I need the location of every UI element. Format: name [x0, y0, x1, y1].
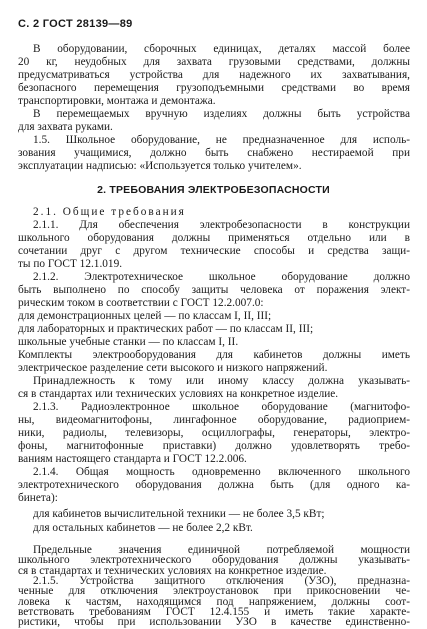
text-line: ники, радиолы, телевизоры, осциллографы, генераторы, электро- — [18, 427, 410, 439]
text-line: безопасного перемещения грузоподъемными средствами во время — [18, 82, 410, 94]
text-line: ны, видеомагнитофоны, лингафонное оборудование, радиоприем- — [18, 414, 410, 426]
text-line: Предельные значения единичной потребляемой мощности — [33, 544, 410, 556]
text-line: ветствовать требованиям ГОСТ 12.4.155 и иметь такие характе- — [18, 605, 410, 618]
text-line: школьного оборудования должны применяться отдельно или в — [18, 232, 410, 244]
section-title: 2. ТРЕБОВАНИЯ ЭЛЕКТРОБЕЗОПАСНОСТИ — [97, 184, 330, 196]
text-line: ловека к частям, находящимся под напряжением, должны соот- — [18, 595, 410, 608]
text-line: 2.1.2. Электротехническое школьное оборудование должно — [33, 271, 410, 283]
text-line: В перемещаемых вручную изделиях должны быть устройства — [33, 108, 410, 120]
text-line: рическим током в соответствии с ГОСТ 12.2.007.0: — [18, 297, 264, 309]
text-line: фоны, магнитофонные приставки) должно удовлетворять требо- — [18, 440, 410, 452]
text-line: ваниям настоящего стандарта и ГОСТ 12.2.006. — [18, 453, 247, 465]
text-line: 2.1.1. Для обеспечения электробезопасности в конструкции — [33, 219, 410, 231]
text-line: школьные учебные станки — по классам I, II. — [18, 336, 239, 348]
text-line: электрическое разделение сети высокого и низкого напряжений. — [18, 362, 328, 374]
text-line: 2.1.5. Устройства защитного отключения (УЗО), предназна- — [33, 574, 410, 587]
text-line: ченные для отключения электроустановок при прикосновении че- — [18, 585, 410, 598]
text-line: ся в стандартах и технических условиях на конкретное изделие. — [18, 564, 327, 577]
text-line: 1.5. Школьное оборудование, не предназначенное для исполь- — [33, 134, 410, 146]
text-line: бинета): — [18, 492, 58, 504]
text-line: эксплуатации надписью: «Используется только учителем». — [18, 160, 302, 172]
text-line: Комплекты электрооборудования для кабинетов должны иметь — [18, 349, 410, 361]
text-line: сочетании друг с другом технические способы и средства защи- — [18, 245, 410, 257]
text-line: транспортировки, монтажа и демонтажа. — [18, 95, 216, 107]
text-line: для захвата руками. — [18, 121, 113, 133]
text-line: 20 кг, неудобных для захвата грузовыми средствами, должны — [18, 56, 410, 68]
text-line: для лабораторных и практических работ — по классам II, III; — [18, 323, 314, 335]
text-line: электротехнического оборудования должна быть (для одного ка- — [18, 479, 410, 491]
text-line: В оборудовании, сборочных единицах, деталях массой более — [33, 43, 410, 55]
text-line: для остальных кабинетов — не более 2,2 кВт. — [33, 522, 253, 534]
text-line: ристики, чтобы при использовании УЗО в качестве единственно- — [18, 616, 410, 629]
text-line: школьного электротехнического оборудования должны указывать- — [18, 554, 410, 567]
text-line: 2.1.4. Общая мощность одновременно включенного школьного — [33, 466, 410, 478]
text-line: 2.1.3. Радиоэлектронное школьное оборудование (магнитофо- — [33, 401, 410, 413]
text-line: быть выполнено по способу защиты человека от поражения элект- — [18, 284, 410, 296]
page-header: С. 2 ГОСТ 28139—89 — [18, 18, 133, 30]
text-line: Принадлежность к тому или иному классу должна указывать- — [33, 375, 410, 387]
text-line: ся в стандартах или технических условиях на конкретное изделие. — [18, 388, 339, 400]
text-line: для кабинетов вычислительной техники — не более 3,5 кВт; — [33, 508, 325, 520]
subsection-title: 2.1. Общие требования — [33, 206, 186, 218]
text-line: ты по ГОСТ 12.1.019. — [18, 258, 123, 270]
text-line: для демонстрационных целей — по классам I, II, III; — [18, 310, 272, 322]
text-line: зования учащимися, должно быть снабжено нестираемой при — [18, 147, 410, 159]
text-line: предусматриваться устройства для надежного их захватывания, — [18, 69, 410, 81]
